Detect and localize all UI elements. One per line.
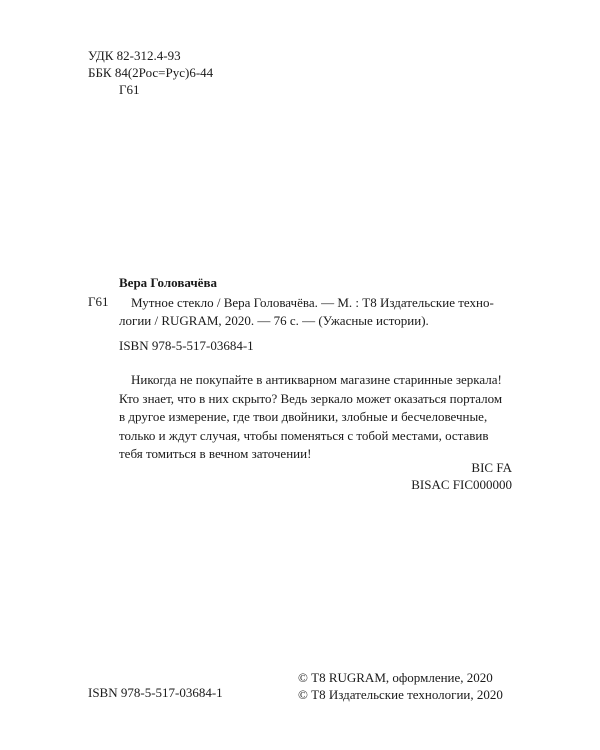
author-heading: Вера Головачёва (119, 275, 217, 290)
udk-code: УДК 82-312.4-93 (88, 48, 181, 63)
bic-code: BIC FA (471, 460, 512, 475)
annotation-line: в другое измерение, где твои двойники, злобные и бесчеловечные, (119, 409, 488, 424)
copyright-block (298, 669, 503, 703)
author-sign: Г61 (119, 82, 140, 97)
annotation-line: Кто знает, что в них скрыто? Ведь зеркало может оказаться порталом (119, 390, 503, 406)
footer-isbn: ISBN 978-5-517-03684-1 (88, 685, 223, 700)
bisac-code: BISAC FIC000000 (411, 477, 512, 492)
bbk-code: ББК 84(2Рос=Рус)6-44 (88, 65, 214, 80)
record-line-1: Мутное стекло / Вера Головачёва. — М. : Т8 Издательские техно- (131, 295, 494, 310)
annotation-line: тебя томиться в вечном заточении! (119, 446, 312, 461)
record-isbn: ISBN 978-5-517-03684-1 (119, 338, 254, 353)
copyright-publisher: © Т8 Издательские технологии, 2020 (298, 687, 503, 702)
annotation-line: Никогда не покупайте в антикварном магазине старинные зеркала! (131, 372, 502, 387)
subject-codes (411, 459, 512, 493)
annotation (119, 371, 514, 464)
copyright-design: © Т8 RUGRAM, оформление, 2020 (298, 670, 493, 685)
bibliographic-record (119, 294, 514, 330)
annotation-line: только и ждут случая, чтобы поменяться с тобой местами, оставив (119, 427, 489, 443)
record-author-sign: Г61 (88, 294, 109, 309)
record-line-2: логии / RUGRAM, 2020. — 76 с. — (Ужасные истории). (119, 313, 429, 328)
classification-block (88, 48, 213, 99)
